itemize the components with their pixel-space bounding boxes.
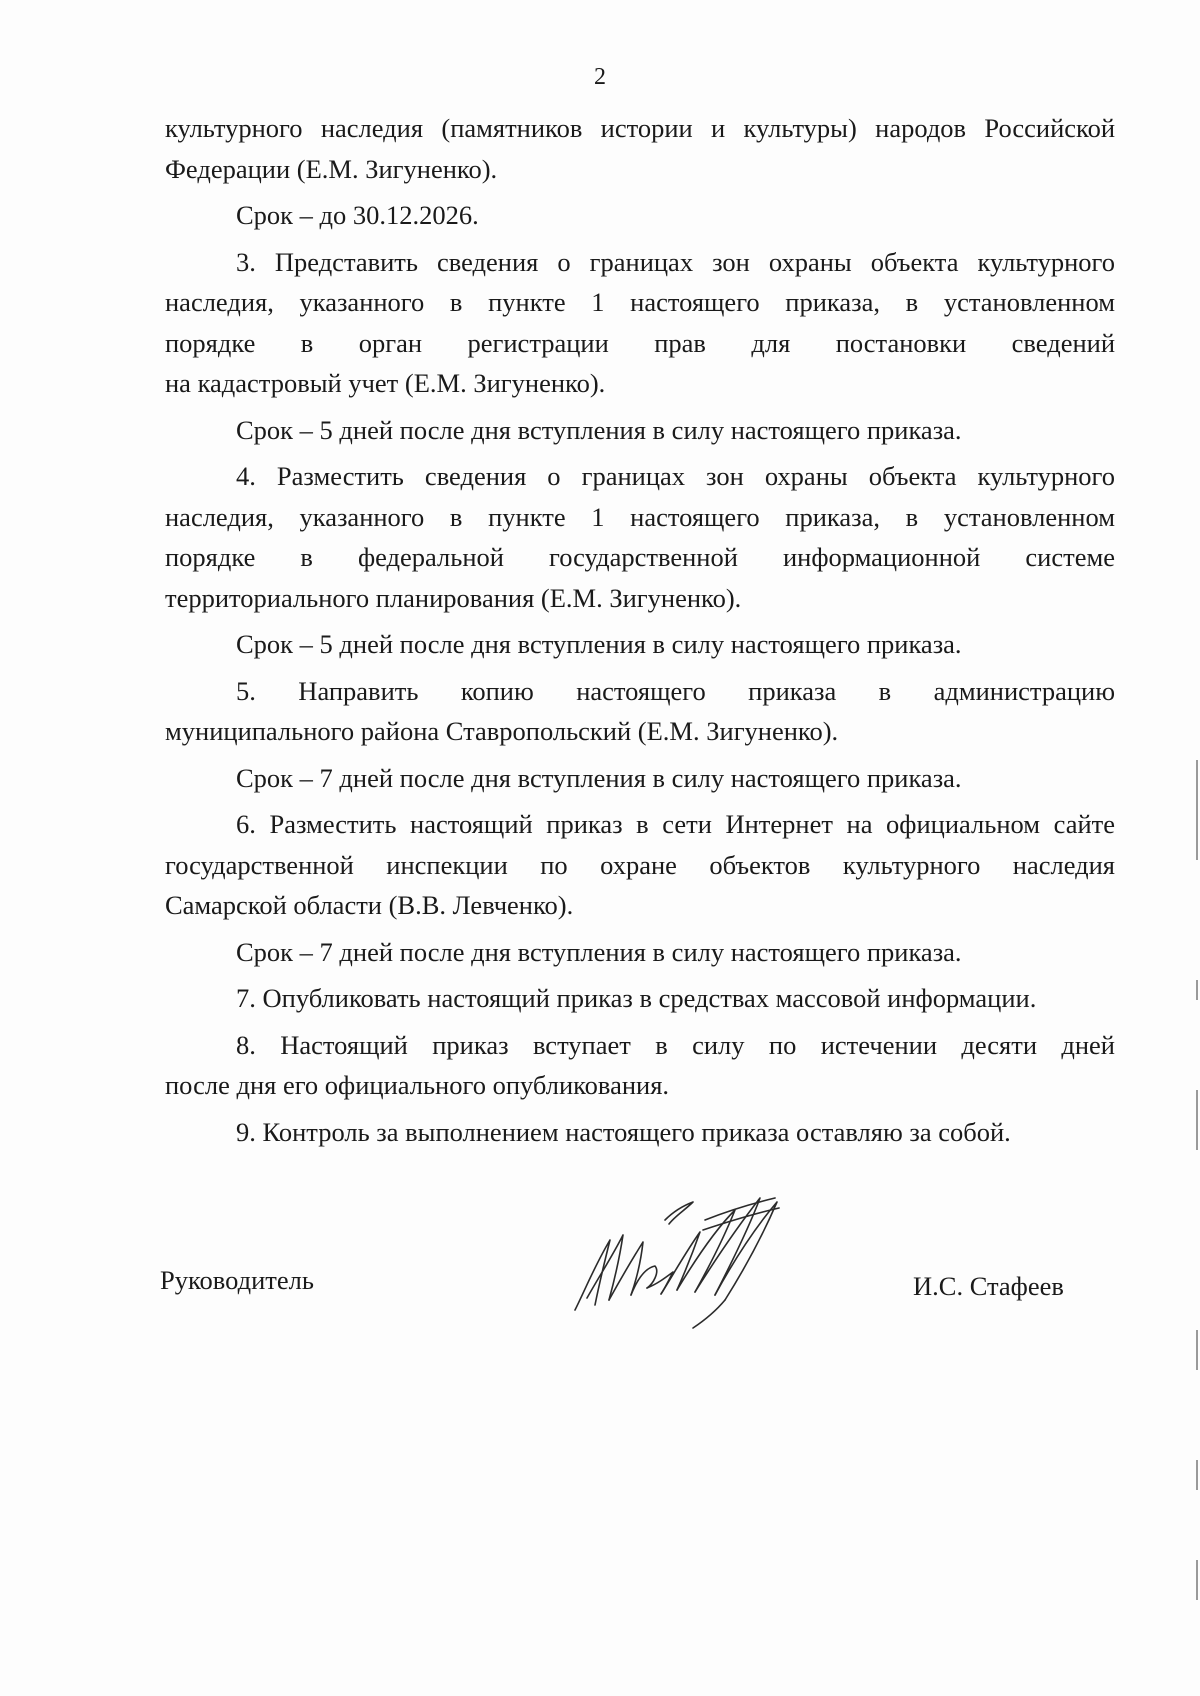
paragraph-line: Срок – 5 дней после дня вступления в силу настоящего приказа. xyxy=(236,629,962,659)
paragraph-line: муниципального района Ставропольский (Е.М. Зигуненко). xyxy=(165,716,839,746)
scan-edge-marks xyxy=(1190,0,1200,1696)
paragraph-line: 5. Направить копию настоящего приказа в администрацию xyxy=(236,675,1115,706)
paragraph-line: 6. Разместить настоящий приказ в сети Интернет на официальном сайте xyxy=(236,809,1115,839)
paragraph-line: Срок – 5 дней после дня вступления в силу настоящего приказа. xyxy=(236,414,962,445)
paragraph-line: территориального планирования (Е.М. Зигуненко). xyxy=(165,582,742,613)
page-number: 2 xyxy=(594,64,606,90)
paragraph-line: Самарской области (В.В. Левченко). xyxy=(165,890,574,920)
signatory-name: И.С. Стафеев xyxy=(913,1271,1064,1301)
paragraph-line: 4. Разместить сведения о границах зон охраны объекта культурного xyxy=(236,461,1115,491)
paragraph-line: 8. Настоящий приказ вступает в силу по истечении десяти дней xyxy=(236,1029,1115,1060)
handwritten-signature xyxy=(565,1180,805,1330)
paragraph-line: порядке в федеральной государственной информационной системе xyxy=(165,542,1115,572)
paragraph-line: Срок – до 30.12.2026. xyxy=(236,200,479,230)
paragraph-line: 3. Представить сведения о границах зон охраны объекта культурного xyxy=(236,246,1115,277)
paragraph-line: на кадастровый учет (Е.М. Зигуненко). xyxy=(165,368,606,398)
signature-block xyxy=(0,1180,1200,1340)
paragraph-line: культурного наследия (памятников истории и культуры) народов Российской xyxy=(165,113,1115,143)
paragraph-line: после дня его официального опубликования. xyxy=(165,1070,670,1100)
signatory-title: Руководитель xyxy=(160,1265,314,1295)
paragraph-line: порядке в орган регистрации прав для постановки сведений xyxy=(165,327,1115,358)
paragraph-line: наследия, указанного в пункте 1 настоящего приказа, в установленном xyxy=(165,501,1115,532)
paragraph-line: наследия, указанного в пункте 1 настоящего приказа, в установленном xyxy=(165,287,1115,317)
paragraph-line: Федерации (Е.М. Зигуненко). xyxy=(165,153,498,184)
paragraph-line: Срок – 7 дней после дня вступления в силу настоящего приказа. xyxy=(236,936,962,967)
paragraph-line: 7. Опубликовать настоящий приказ в средствах массовой информации. xyxy=(236,983,1037,1013)
paragraph-line: государственной инспекции по охране объектов культурного наследия xyxy=(165,849,1115,880)
paragraph-line: Срок – 7 дней после дня вступления в силу настоящего приказа. xyxy=(236,762,962,793)
document-body xyxy=(165,108,1115,1152)
paragraph-line: 9. Контроль за выполнением настоящего приказа оставляю за собой. xyxy=(236,1116,1011,1147)
